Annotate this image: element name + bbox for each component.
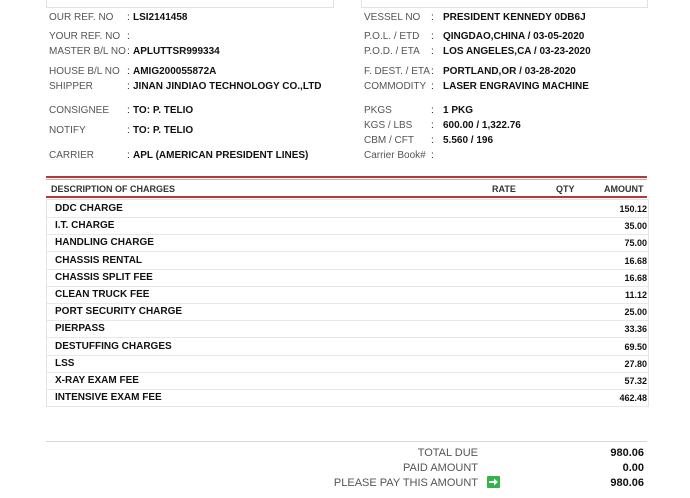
table-row	[47, 389, 648, 407]
arrow-right-icon[interactable]	[487, 476, 500, 488]
master-bl-value: APLUTTSR999334	[133, 46, 220, 57]
charges-table	[46, 199, 649, 407]
charge-description: PORT SECURITY CHARGE	[55, 306, 183, 318]
colon: :	[431, 81, 434, 92]
our-ref-label: OUR REF. NO	[49, 12, 114, 23]
total-due-value: 980.06	[610, 447, 644, 459]
charge-description: X-RAY EXAM FEE	[55, 375, 139, 386]
colon: :	[127, 46, 130, 57]
table-row	[47, 372, 648, 390]
please-pay-value: 980.06	[610, 477, 644, 489]
carrier-book-label: Carrier Book#	[364, 150, 426, 161]
table-row	[47, 252, 648, 270]
charges-header-rate: RATE	[492, 184, 516, 194]
notify-value: TO: P. TELIO	[133, 125, 194, 136]
charge-description: HANDLING CHARGE	[55, 237, 154, 249]
charge-amount: 16.68	[624, 255, 647, 266]
master-bl-label: MASTER B/L NO	[49, 46, 126, 57]
colon: :	[431, 46, 434, 57]
colon: :	[431, 120, 434, 131]
carrier-value: APL (AMERICAN PRESIDENT LINES)	[133, 150, 309, 161]
charge-description: DESTUFFING CHARGES	[55, 340, 172, 352]
colon: :	[431, 135, 434, 146]
pol-etd-value: QINGDAO,CHINA / 03-05-2020	[443, 31, 585, 42]
final-dest-value: PORTLAND,OR / 03-28-2020	[443, 66, 576, 77]
consignee-label: CONSIGNEE	[49, 105, 110, 116]
charge-amount: 150.12	[619, 204, 647, 214]
colon: :	[431, 105, 434, 116]
pod-eta-label: P.O.D. / ETA	[364, 46, 420, 57]
total-due-label: TOTAL DUE	[417, 447, 478, 459]
charges-header-description: DESCRIPTION OF CHARGES	[51, 184, 176, 194]
colon: :	[431, 150, 434, 161]
charge-amount: 57.32	[624, 376, 647, 386]
charge-amount: 16.68	[624, 272, 647, 283]
pkgs-label: PKGS	[364, 105, 392, 116]
totals-section	[46, 441, 647, 498]
your-ref-label: YOUR REF. NO	[49, 31, 121, 42]
charge-description: INTENSIVE EXAM FEE	[55, 392, 162, 404]
charge-amount: 75.00	[624, 238, 647, 249]
house-bl-value: AMIG200055872A	[133, 66, 217, 77]
paid-amount-label: PAID AMOUNT	[403, 462, 478, 474]
paid-amount-value: 0.00	[622, 462, 644, 474]
charge-amount: 35.00	[624, 221, 647, 232]
vessel-label: VESSEL NO	[364, 12, 421, 23]
pkgs-value: 1 PKG	[443, 105, 474, 116]
vessel-value: PRESIDENT KENNEDY 0DB6J	[443, 12, 586, 23]
charge-amount: 462.48	[619, 393, 647, 404]
table-row	[47, 269, 648, 287]
weight-value: 600.00 / 1,322.76	[443, 120, 521, 131]
shipper-value: JINAN JINDIAO TECHNOLOGY CO.,LTD	[133, 81, 322, 92]
table-row	[47, 217, 648, 235]
charge-description: CHASSIS RENTAL	[55, 254, 143, 266]
charge-amount: 11.12	[624, 290, 647, 300]
commodity-label: COMMODITY	[364, 81, 427, 92]
volume-value: 5.560 / 196	[443, 135, 494, 146]
header-rule-top-thin	[46, 179, 647, 180]
table-row	[47, 355, 648, 373]
consignee-value: TO: P. TELIO	[133, 105, 194, 116]
charge-description: PIERPASS	[55, 323, 105, 335]
charge-amount: 69.50	[624, 341, 647, 352]
colon: :	[127, 125, 130, 136]
charges-header-amount: AMOUNT	[604, 184, 644, 194]
charge-amount: 25.00	[624, 307, 647, 318]
colon: :	[127, 31, 130, 42]
pol-etd-label: P.O.L. / ETD	[364, 31, 420, 42]
shipper-label: SHIPPER	[49, 81, 93, 92]
table-row	[47, 303, 648, 321]
table-row	[47, 200, 648, 218]
colon: :	[127, 81, 130, 92]
header-rule-bottom	[46, 196, 647, 198]
final-dest-label: F. DEST. / ETA	[364, 66, 430, 77]
carrier-label: CARRIER	[49, 150, 95, 161]
charge-description: CHASSIS SPLIT FEE	[55, 271, 153, 283]
notify-label: NOTIFY	[49, 125, 86, 136]
house-bl-label: HOUSE B/L NO	[49, 66, 120, 77]
colon: :	[431, 66, 434, 77]
colon: :	[431, 31, 434, 42]
charge-amount: 27.80	[624, 358, 647, 369]
our-ref-value: LSI2141458	[133, 12, 188, 23]
table-row	[47, 234, 648, 252]
right-info-box-edge	[361, 0, 648, 8]
table-row	[47, 338, 648, 356]
colon: :	[127, 105, 130, 116]
colon: :	[127, 150, 130, 161]
charge-amount: 33.36	[624, 324, 647, 335]
charge-description: LSS	[55, 357, 75, 369]
weight-label: KGS / LBS	[364, 120, 413, 131]
table-row	[47, 320, 648, 338]
charge-description: DDC CHARGE	[55, 203, 123, 214]
commodity-value: LASER ENGRAVING MACHINE	[443, 81, 589, 92]
pod-eta-value: LOS ANGELES,CA / 03-23-2020	[443, 46, 591, 57]
left-info-box-edge	[46, 0, 334, 8]
charges-header-qty: QTY	[556, 184, 575, 194]
charge-description: CLEAN TRUCK FEE	[55, 289, 150, 300]
please-pay-label: PLEASE PAY THIS AMOUNT	[333, 477, 478, 489]
table-row	[47, 286, 648, 304]
header-rule-top	[46, 176, 647, 178]
colon: :	[431, 12, 434, 23]
colon: :	[127, 12, 130, 23]
volume-label: CBM / CFT	[364, 135, 414, 146]
colon: :	[127, 66, 130, 77]
charge-description: I.T. CHARGE	[55, 220, 115, 232]
